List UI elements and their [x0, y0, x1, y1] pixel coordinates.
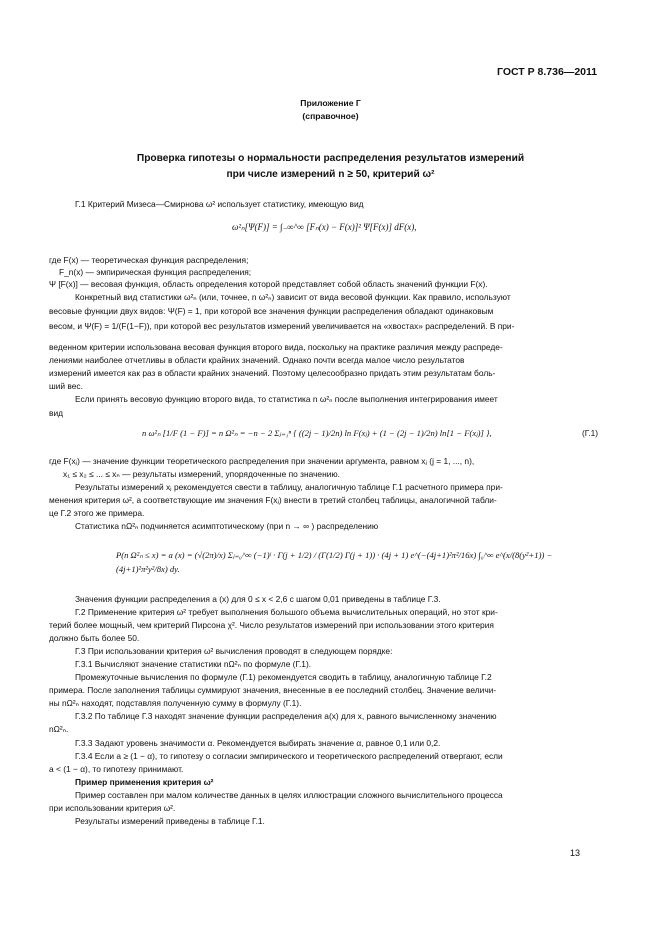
- text-line: при использовании критерия ω².: [49, 803, 176, 813]
- text-line: Промежуточные вычисления по формуле (Г.1) рекомендуется сводить в таблицу, аналогичную таблице Г.2: [75, 672, 492, 682]
- text-line: Результаты измерений xⱼ рекомендуется свести в таблицу, аналогичную таблице Г.1 расчетного примера при-: [75, 482, 503, 492]
- text-line: Г.3.3 Задают уровень значимости α. Рекомендуется выбирать значение α, равное 0,1 или 0,2.: [75, 738, 441, 748]
- text-line: Конкретный вид статистики ω²ₙ (или, точнее, n ω²ₙ) зависит от вида весовой функции. Как правило, используют: [75, 292, 511, 302]
- formula-g1-number: (Г.1): [582, 428, 599, 438]
- text-line: где F(xⱼ) — значение функции теоретического распределения при значении аргумента, равном xⱼ (j = 1, ..., n),: [49, 456, 475, 466]
- formula-asymptotic: P(n Ω²ₙ ≤ x) = a (x) = (√(2π)/x) Σⱼ₌₀^∞ (−1)ʲ · Γ(j + 1/2) / (Γ(1/2) Γ(j + 1)) · (4j + 1) e^(−(4j+1)²π²/16x) ∫₀^∞ e^(x/(8(y²+1)) − (4j+1)²π²y²/8x) dy.: [116, 550, 553, 574]
- text-line: Статистика nΩ²ₙ подчиняется асимптотическому (при n → ∞ ) распределению: [75, 521, 379, 531]
- definition-psi: Ψ [F(x)] — весовая функция, область определения которой представляет собой область значений функции F(x).: [49, 279, 488, 289]
- text-line: Пример составлен при малом количестве данных в целях иллюстрации сложного вычислительного процесса: [75, 790, 503, 800]
- text-line: Г.3.2 По таблице Г.3 находят значение функции распределения a(x) для x, равного вычисленному значению: [75, 711, 497, 721]
- text-line: Г.3 При использовании критерия ω² вычисления проводят в следующем порядке:: [75, 646, 393, 656]
- text-line: вид: [49, 408, 64, 418]
- page-title-line-1: Проверка гипотезы о нормальности распределения результатов измерений: [136, 153, 525, 164]
- text-line: весовые функции двух видов: Ψ(F) = 1, при которой все значения функции распределения обладают одинаковым: [49, 306, 494, 316]
- formula-statistic: ω²ₙ[Ψ(F)] = ∫₋∞^∞ [Fₙ(x) − F(x)]² Ψ[F(x)] dF(x),: [232, 222, 417, 232]
- text-line: Значения функции распределения a (x) для 0 ≤ x < 2,6 с шагом 0,01 приведены в таблице Г.3.: [75, 594, 441, 604]
- text-line: Если принять весовую функцию второго вида, то статистика n ω²ₙ после выполнения интегрирования имеет: [75, 394, 498, 404]
- text-line: це Г.2 этого же примера.: [49, 508, 145, 518]
- text-line: должно быть более 50.: [49, 633, 140, 643]
- text-line: веденном критерии использована весовая функция второго вида, поскольку на практике различия между распреде-: [49, 342, 503, 352]
- example-heading: Пример применения критерия ω²: [75, 777, 214, 787]
- text-line: весом, и Ψ(F) = 1/(F(1−F)), при которой вес результатов измерений увеличивается на «хвостах» распределений. В при-: [49, 321, 515, 331]
- page-number: 13: [570, 848, 581, 858]
- text-line: примера. После заполнения таблицы суммируют значения, внесенные в ее последний столбец. Значение величи-: [49, 685, 497, 695]
- definition-Fn: F_n(x) — эмпирическая функция распределения;: [59, 267, 252, 277]
- appendix-label: Приложение Г: [300, 98, 361, 108]
- text-line: x₁ ≤ x₂ ≤ ... ≤ xₙ — результаты измерений, упорядоченные по значению.: [63, 469, 340, 479]
- text-line: терий более мощный, чем критерий Пирсона χ². Число результатов измерений при использовании этого критерия: [49, 620, 494, 630]
- text-line: Г.2 Применение критерия ω² требует выполнения большого объема вычислительных операций, но этот кри-: [75, 607, 498, 617]
- paragraph-g1-intro: Г.1 Критерий Мизеса—Смирнова ω² использует статистику, имеющую вид: [75, 199, 364, 209]
- appendix-note: (справочное): [302, 111, 359, 121]
- text-line: ны nΩ²ₙ находят, подставляя полученную сумму в формулу (Г.1).: [49, 698, 302, 708]
- text-line: nΩ²ₙ.: [49, 724, 69, 734]
- text-line: Результаты измерений приведены в таблице Г.1.: [75, 816, 265, 826]
- standard-number: ГОСТ Р 8.736—2011: [497, 66, 598, 78]
- text-line: Г.3.1 Вычисляют значение статистики nΩ²ₙ по формуле (Г.1).: [75, 659, 312, 669]
- text-line: ший вес.: [49, 381, 83, 391]
- formula-g1: n ω²ₙ [1/F (1 − F)] = n Ω²ₙ = −n − 2 Σⱼ₌₁ⁿ { ((2j − 1)/2n) ln F(xⱼ) + (1 − (2j − 1)/2n) ln[1 − F(xⱼ)] },: [142, 428, 492, 438]
- definition-F: где F(x) — теоретическая функция распределения;: [49, 255, 249, 265]
- text-line: лениями наиболее отчетливы в области крайних значений. Однако почти всегда малое число результатов: [49, 355, 465, 365]
- text-line: Г.3.4 Если a ≥ (1 − α), то гипотезу о согласии эмпирического и теоретического распределений отвергают, если: [75, 751, 503, 761]
- text-line: измерений имеется как раз в области крайних значений. Поэтому целесообразно придать этим результатам боль-: [49, 368, 496, 378]
- page-title-line-2: при числе измерений n ≥ 50, критерий ω²: [226, 169, 435, 180]
- text-line: менения критерия ω², а соответствующие им значения F(xⱼ) внести в третий столбец таблицы, аналогичной табли-: [49, 495, 497, 505]
- text-line: a < (1 − α), то гипотезу принимают.: [49, 764, 184, 774]
